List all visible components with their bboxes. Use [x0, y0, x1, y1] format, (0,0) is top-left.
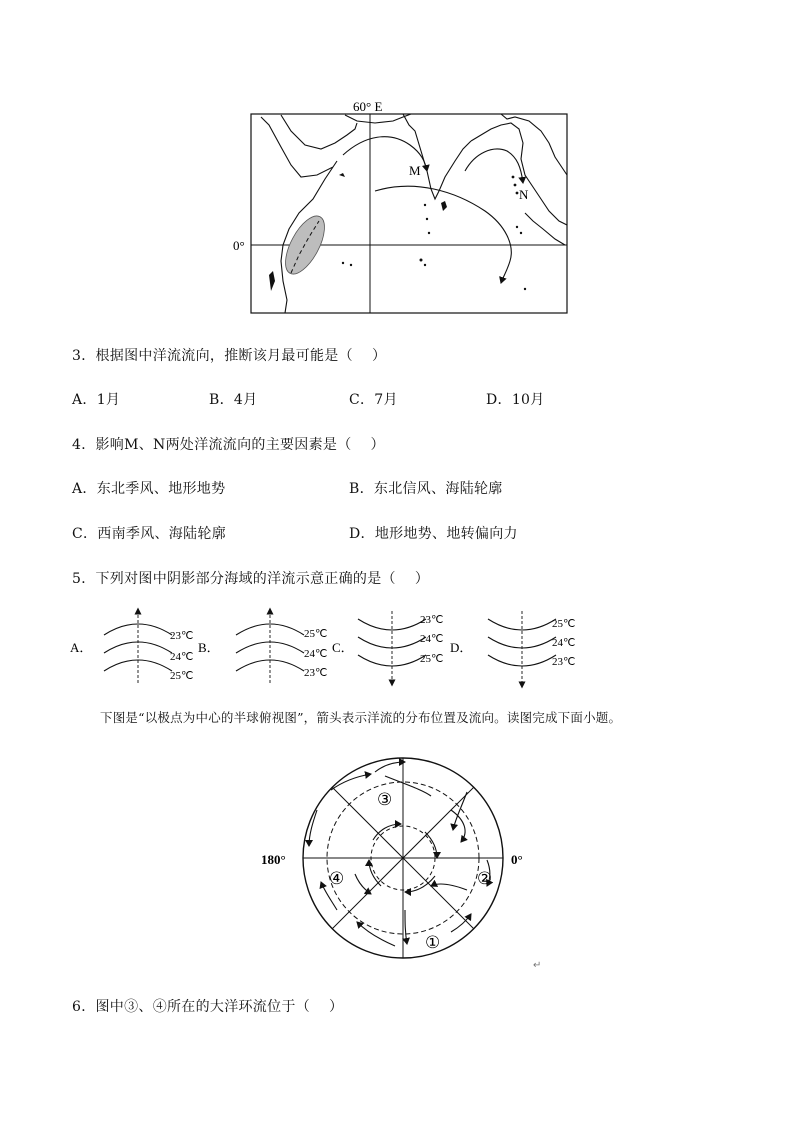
option-d-temp-3: 23℃ — [552, 656, 576, 668]
option-c-temp-2: 24℃ — [420, 633, 444, 645]
option-c-diagram[interactable] — [358, 611, 443, 683]
question-6-stem: 6．图中③、④所在的大洋环流位于（ ） — [72, 999, 344, 1015]
question-4-option-d[interactable]: D．地形地势、地转偏向力 — [349, 526, 518, 542]
question-4-option-a[interactable]: A．东北季风、地形地势 — [72, 481, 226, 497]
question-3-option-d[interactable]: D．10月 — [486, 392, 545, 408]
option-b-temp-2: 24℃ — [304, 648, 328, 660]
passage-intro: 下图是“以极点为中心的半球俯视图”，箭头表示洋流的分布位置及流向。读图完成下面小题。 — [100, 710, 622, 725]
paragraph-return-mark: ↵ — [533, 960, 542, 971]
label-n: N — [519, 187, 529, 202]
question-4-option-c[interactable]: C．西南季风、海陆轮廓 — [72, 526, 227, 542]
option-b-diagram[interactable] — [236, 611, 327, 683]
option-b-temp-3: 23℃ — [304, 667, 328, 679]
question-4-option-b[interactable]: B．东北信风、海陆轮廓 — [349, 481, 503, 497]
option-c-temp-1: 23℃ — [420, 614, 444, 626]
option-d-temp-2: 24℃ — [552, 637, 576, 649]
question-4-stem: 4．影响M、N两处洋流流向的主要因素是（ ） — [72, 437, 385, 453]
question-3-stem: 3．根据图中洋流流向，推断该月最可能是（ ） — [72, 348, 387, 364]
option-a-temp-3: 25℃ — [170, 670, 194, 682]
indian-ocean-map — [225, 95, 575, 320]
marker-3: ③ — [377, 790, 393, 809]
option-d-letter[interactable]: D． — [450, 640, 473, 655]
question-5-stem: 5．下列对图中阴影部分海域的洋流示意正确的是（ ） — [72, 571, 430, 587]
label-180: 180° — [261, 852, 286, 867]
question-3-option-b[interactable]: B．4月 — [209, 392, 258, 408]
option-a-diagram[interactable] — [104, 611, 193, 683]
option-a-temp-2: 24℃ — [170, 651, 194, 663]
equator-label: 0° — [233, 238, 245, 253]
marker-4: ④ — [329, 869, 345, 888]
marker-2: ② — [477, 869, 493, 888]
marker-1: ① — [425, 933, 441, 952]
option-c-temp-3: 25℃ — [420, 653, 444, 665]
option-d-temp-1: 25℃ — [552, 618, 576, 630]
longitude-label: 60° E — [353, 99, 383, 114]
option-d-diagram[interactable] — [488, 611, 575, 685]
option-c-letter[interactable]: C． — [332, 640, 354, 655]
option-b-temp-1: 25℃ — [304, 628, 328, 640]
question-3-option-c[interactable]: C．7月 — [349, 392, 398, 408]
option-b-letter[interactable]: B． — [198, 640, 220, 655]
polar-hemisphere-diagram — [255, 750, 555, 980]
question-5-options-diagram — [60, 605, 600, 690]
question-3-option-a[interactable]: A．1月 — [72, 392, 121, 408]
label-m: M — [409, 163, 421, 178]
option-a-letter[interactable]: A． — [70, 640, 93, 655]
label-0: 0° — [511, 852, 523, 867]
option-a-temp-1: 23℃ — [170, 630, 194, 642]
